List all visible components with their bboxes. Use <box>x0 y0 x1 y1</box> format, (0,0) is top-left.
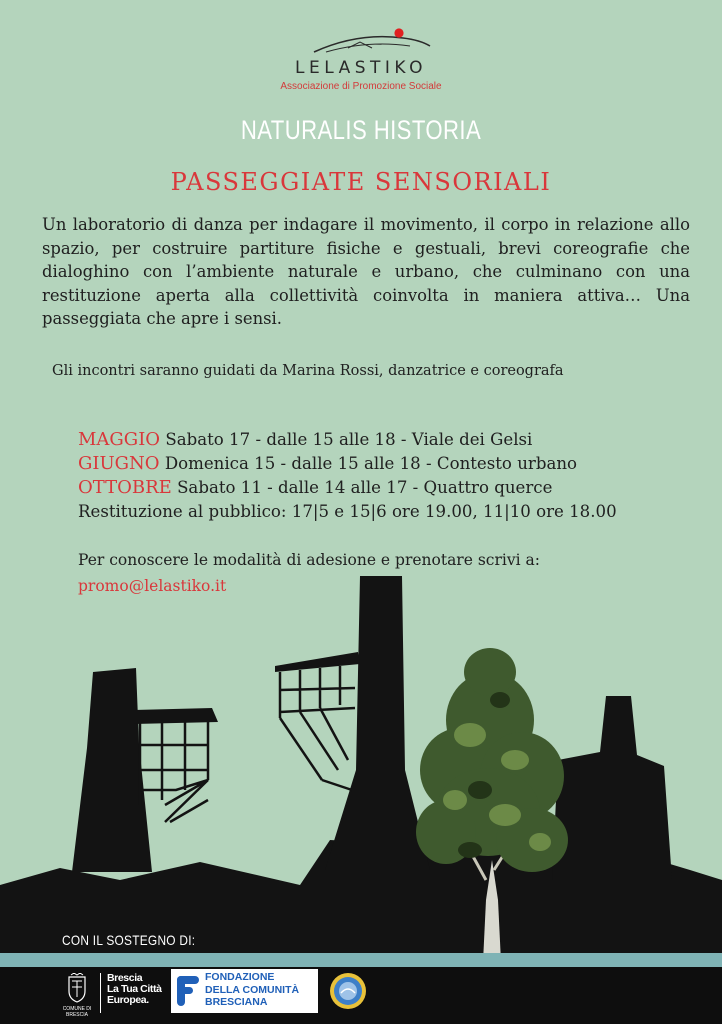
fondazione-line: BRESCIANA <box>205 996 268 1008</box>
schedule-row <box>78 428 698 452</box>
sponsor-footer <box>0 967 722 1024</box>
lelastiko-logo <box>0 22 722 102</box>
brescia-line: Brescia <box>107 972 143 984</box>
contact-email[interactable]: promo@lelastiko.it <box>78 577 227 595</box>
schedule <box>78 428 698 524</box>
schedule-detail: Sabato 11 - dalle 14 alle 17 - Quattro querce <box>177 478 553 497</box>
guides-note: Gli incontri saranno guidati da Marina Rossi, danzatrice e coreografa <box>52 363 564 379</box>
fondazione-text <box>205 971 299 1009</box>
brescia-logo <box>100 973 177 1013</box>
fondazione-line: FONDAZIONE <box>205 971 275 983</box>
contact-text: Per conoscere le modalità di adesione e prenotare scrivi a: <box>78 551 540 569</box>
schedule-row <box>78 452 698 476</box>
brescia-line: Europea. <box>107 994 149 1006</box>
series-title: NATURALIS HISTORIA <box>240 115 482 145</box>
comune-text: COMUNE DI BRESCIA <box>62 1006 92 1018</box>
brescia-line: La Tua Città <box>107 983 162 995</box>
description: Un laboratorio di danza per indagare il movimento, il corpo in relazione allo spazio, per costruire partiture fisiche e gestuali, brevi coreografie che dialoghino con l’ambiente naturale e urbano, che culminano con una restituzione aperta alla collettività coinvolta in maniera attiva… Una passeggiata che apre i sensi. <box>42 215 690 328</box>
circular-badge-icon <box>328 971 368 1011</box>
schedule-month: GIUGNO <box>78 453 160 474</box>
page-title: PASSEGGIATE SENSORIALI <box>170 168 552 196</box>
comune-logo <box>60 973 94 1019</box>
logo-subtitle: Associazione di Promozione Sociale <box>280 81 442 92</box>
schedule-row <box>78 476 698 500</box>
sponsor-label: CON IL SOSTEGNO DI: <box>62 932 196 948</box>
fondazione-f-icon <box>173 972 201 1010</box>
fondazione-logo <box>171 969 318 1013</box>
fondazione-line: DELLA COMUNITÀ <box>205 983 300 996</box>
schedule-month: MAGGIO <box>78 429 161 450</box>
restitution-row: Restituzione al pubblico: 17|5 e 15|6 ore 19.00, 11|10 ore 18.00 <box>78 502 617 521</box>
schedule-detail: Sabato 17 - dalle 15 alle 18 - Viale dei Gelsi <box>165 430 533 449</box>
logo-swoosh-icon <box>308 22 438 62</box>
schedule-detail: Domenica 15 - dalle 15 alle 18 - Contesto urbano <box>164 454 578 473</box>
logo-name: LELASTIKO <box>295 58 427 78</box>
schedule-month: OTTOBRE <box>78 477 172 498</box>
teal-band <box>0 953 722 967</box>
coat-of-arms-icon <box>60 973 94 1005</box>
